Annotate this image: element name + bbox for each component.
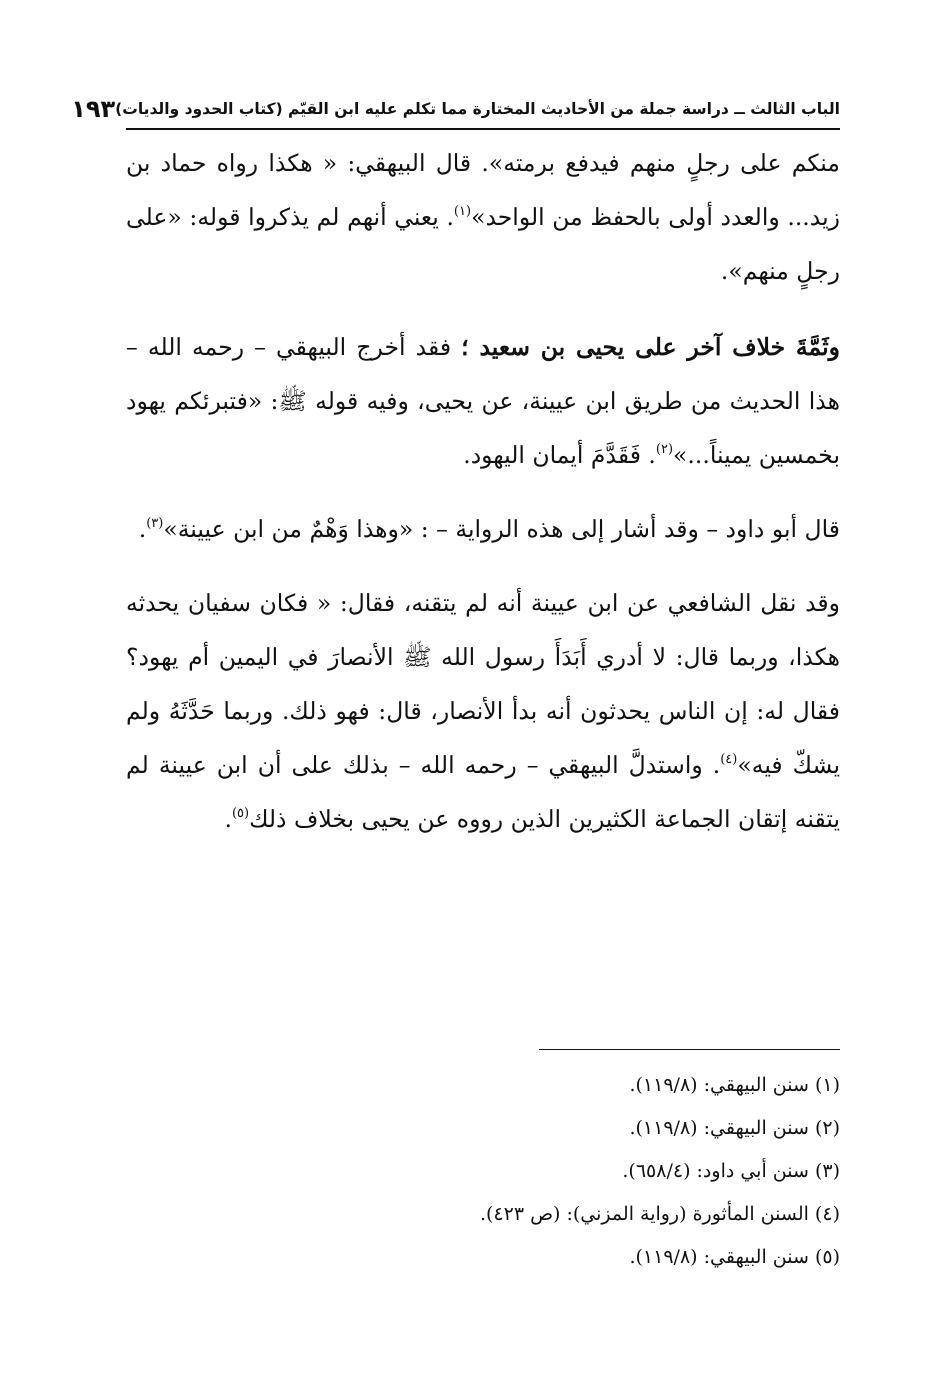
- footnote-ref-4: (٤): [720, 752, 738, 767]
- paragraph-1-text: منكم على رجلٍ منهم فيدفع برمته». قال البيهقي: « هكذا رواه حماد بن زيد... والعدد أولى بالحفظ من الواحد»: [126, 149, 840, 231]
- page-header: [71, 92, 840, 126]
- paragraph-3-text-after: .: [138, 515, 147, 543]
- footnote-ref-5: (٥): [231, 806, 250, 821]
- footnote-4: (٤) السنن المأثورة (رواية المزني): (ص ٤٢٣).: [479, 1203, 840, 1225]
- paragraph-2-text-after: . فَقَدَّمَ أيمان اليهود.: [463, 441, 656, 469]
- paragraph-4-text: وقد نقل الشافعي عن ابن عيينة أنه لم يتقنه، فقال: « فكان سفيان يحدثه هكذا، وربما قال: لا أدري أَبَدَأَ رسول الله ﷺ الأنصارَ في اليمين أم يهود؟ فقال له: إن الناس يحدثون أنه بدأ الأنصار، قال: فهو ذلك. وربما حَدَّثَهُ ولم يشكّ فيه»: [126, 589, 840, 779]
- paragraph-3-text: قال أبو داود – وقد أشار إلى هذه الرواية – : «وهذا وَهْمٌ من ابن عيينة»: [163, 515, 840, 543]
- footnote-ref-1: (١): [453, 204, 472, 219]
- paragraph-2-text: فقد أخرج البيهقي – رحمه الله – هذا الحديث من طريق ابن عيينة، عن يحيى، وفيه قوله ﷺ: «فتبرئكم يهود بخمسين يميناً...»: [126, 333, 840, 469]
- body-text: [126, 136, 840, 846]
- paragraph-4-text-after: .: [224, 805, 232, 833]
- paragraph-1: [126, 136, 840, 298]
- page-number: ١٩٣: [71, 95, 116, 123]
- footnote-2: (٢) سنن البيهقي: (١١٩/٨).: [629, 1117, 840, 1139]
- paragraph-3: [126, 502, 840, 556]
- header-rule: [126, 128, 840, 130]
- footnote-separator: [539, 1049, 840, 1050]
- footnote-ref-3: (٣): [146, 516, 164, 531]
- footnote-5: (٥) سنن البيهقي: (١١٩/٨).: [629, 1246, 840, 1268]
- paragraph-4: [126, 576, 840, 846]
- running-title: الباب الثالث ــ دراسة جملة من الأحاديث المختارة مما تكلم عليه ابن القيّم (كتاب الحدود والديات): [115, 100, 840, 118]
- footnote-3: (٣) سنن أبي داود: (٦٥٨/٤).: [622, 1160, 840, 1182]
- footnote-ref-2: (٢): [655, 442, 674, 457]
- paragraph-2: [126, 320, 840, 482]
- paragraph-1-text-after: . يعني أنهم لم يذكروا قوله: «على رجلٍ منهم».: [126, 203, 840, 285]
- paragraph-2-heading: وثَمَّةَ خلاف آخر على يحيى بن سعيد ؛: [461, 333, 840, 361]
- footnote-1: (١) سنن البيهقي: (١١٩/٨).: [629, 1074, 840, 1096]
- paragraph-4-text-mid: . واستدلَّ البيهقي – رحمه الله – بذلك على أن ابن عيينة لم يتقنه إتقان الجماعة الكثيرين الذين رووه عن يحيى بخلاف ذلك: [126, 751, 840, 833]
- footnotes: [300, 1064, 840, 1279]
